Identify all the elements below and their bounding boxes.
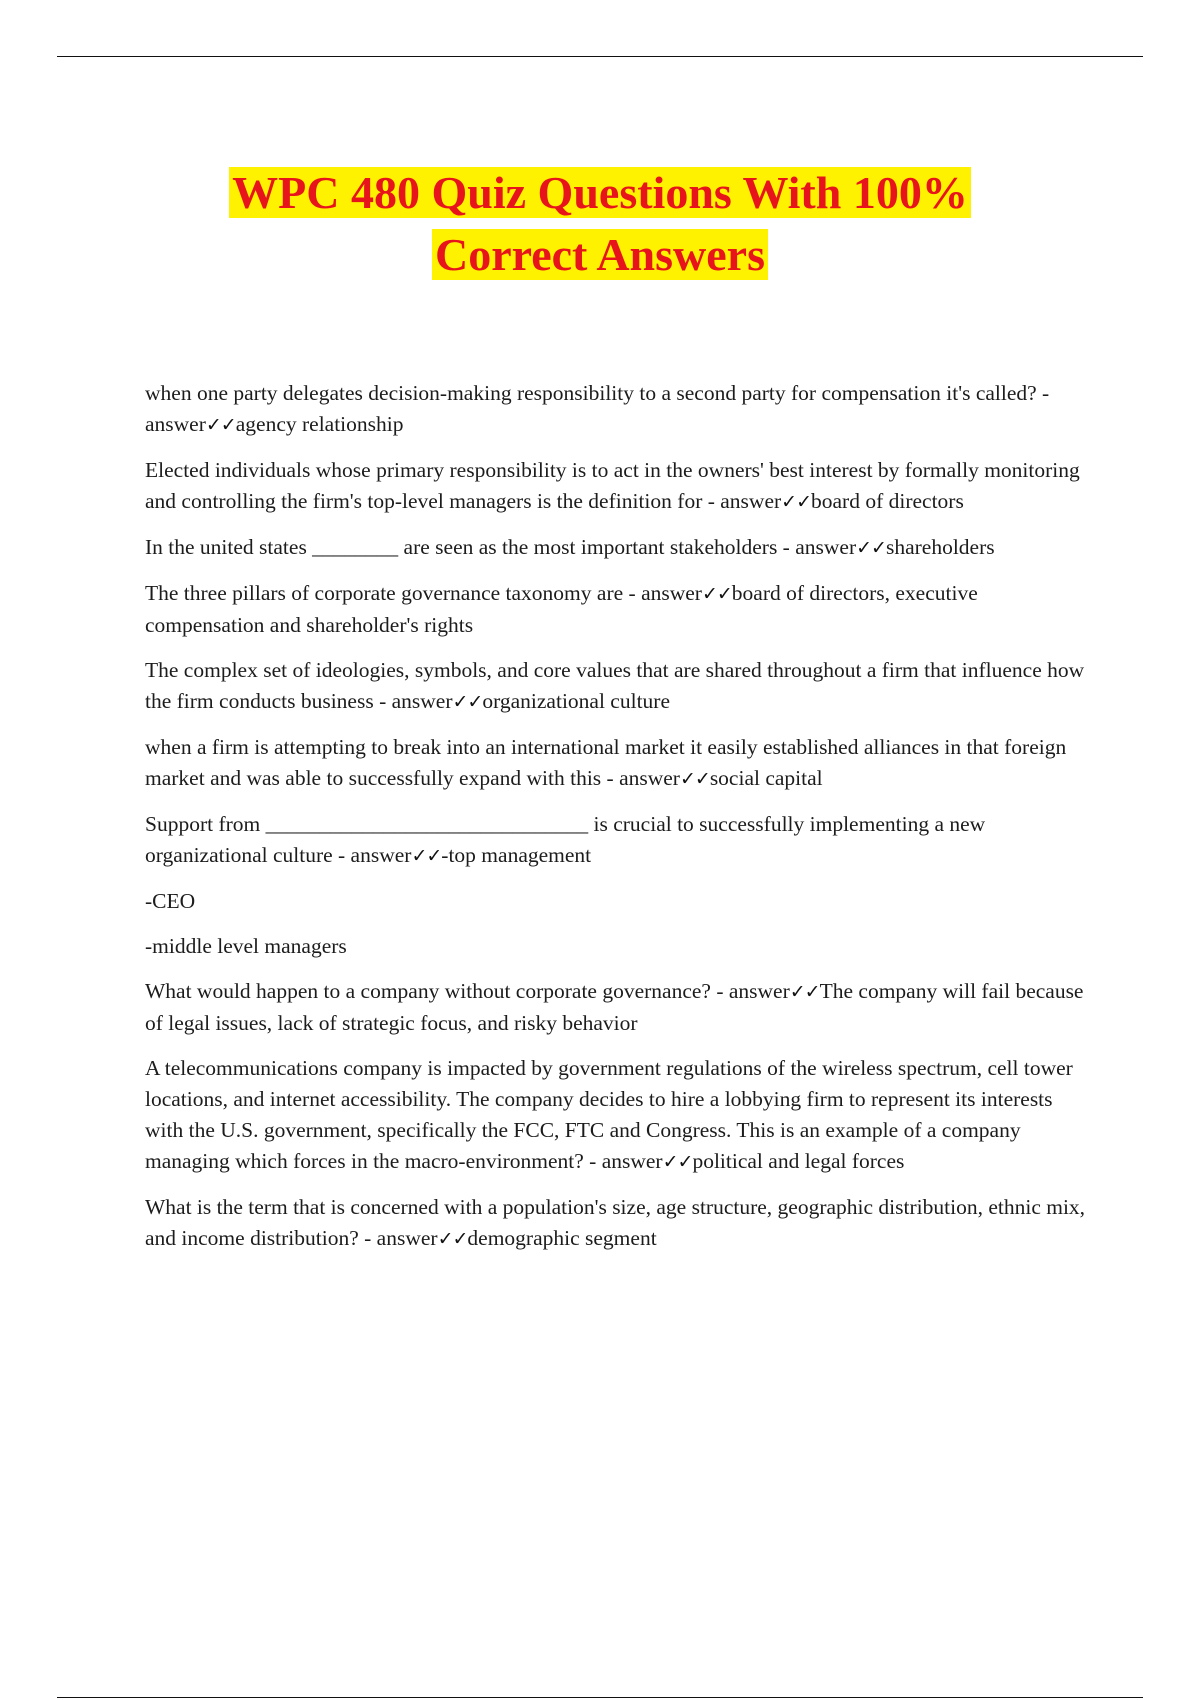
checkmark-icon: ✓✓ [437,1228,468,1250]
answer-text: demographic segment [467,1226,657,1250]
qa-item-8 [145,886,1090,917]
qa-item-10 [145,976,1090,1039]
title-line-1: WPC 480 Quiz Questions With 100% [229,167,971,218]
answer-text: board of directors [811,489,964,513]
qa-item-6 [145,732,1090,795]
qa-item-2 [145,455,1090,518]
checkmark-icon: ✓✓ [856,537,886,559]
question-text: -middle level managers [145,934,347,958]
checkmark-icon: ✓✓ [662,1151,693,1173]
answer-text: agency relationship [235,412,404,436]
answer-text: organizational culture [482,689,670,713]
answer-text: shareholders [885,535,995,559]
top-rule [57,56,1143,57]
checkmark-icon: ✓✓ [452,691,483,713]
question-text: The three pillars of corporate governance taxonomy are - answer [145,581,702,605]
checkmark-icon: ✓✓ [701,583,732,605]
document-title [0,162,1200,286]
question-text: Support from ______________________________ is crucial to successfully implementing a new organizational culture - answer [145,812,986,867]
title-line-2: Correct Answers [432,229,768,280]
question-text: A telecommunications company is impacted by government regulations of the wireless spectrum, cell tower locations, and internet accessibility. The company decides to hire a lobbying firm to represent its interests with the U.S. government, specifically the FCC, FTC and Congress. This is an example of a company managing which forces in the macro-environment? - answer [145,1056,1073,1173]
answer-text: board of directors, executive compensation and shareholder's rights [145,581,978,637]
qa-list [145,378,1090,1269]
question-text: when one party delegates decision-making responsibility to a second party for compensation it's called? - answer [145,381,1050,436]
qa-item-7 [145,809,1090,872]
question-text: In the united states ________ are seen as the most important stakeholders - answer [145,535,857,559]
qa-item-5 [145,655,1090,718]
answer-text: social capital [709,766,823,790]
answer-text: -top management [441,843,592,867]
question-text: What is the term that is concerned with a population's size, age structure, geographic distribution, ethnic mix, and income distribution? - answer [145,1195,1086,1250]
bottom-rule [57,1697,1143,1698]
answer-text: political and legal forces [692,1149,905,1173]
checkmark-icon: ✓✓ [411,845,442,867]
qa-item-3 [145,532,1090,564]
question-text: -CEO [145,889,196,913]
checkmark-icon: ✓✓ [789,981,820,1003]
checkmark-icon: ✓✓ [781,491,811,513]
checkmark-icon: ✓✓ [205,414,236,436]
qa-item-12 [145,1192,1090,1255]
question-text: The complex set of ideologies, symbols, and core values that are shared throughout a firm that influence how the firm conducts business - answer [145,658,1085,713]
qa-item-9 [145,931,1090,962]
qa-item-11 [145,1053,1090,1178]
answer-text: The company will fail because of legal issues, lack of strategic focus, and risky behavior [145,979,1084,1035]
question-text: Elected individuals whose primary responsibility is to act in the owners' best interest by formally monitoring and controlling the firm's top-level managers is the definition for - answer [145,458,1080,513]
qa-item-4 [145,578,1090,641]
question-text: What would happen to a company without corporate governance? - answer [145,979,790,1003]
question-text: when a firm is attempting to break into an international market it easily established alliances in that foreign market and was able to successfully expand with this - answer [145,735,1067,790]
qa-item-1 [145,378,1090,441]
checkmark-icon: ✓✓ [679,768,710,790]
